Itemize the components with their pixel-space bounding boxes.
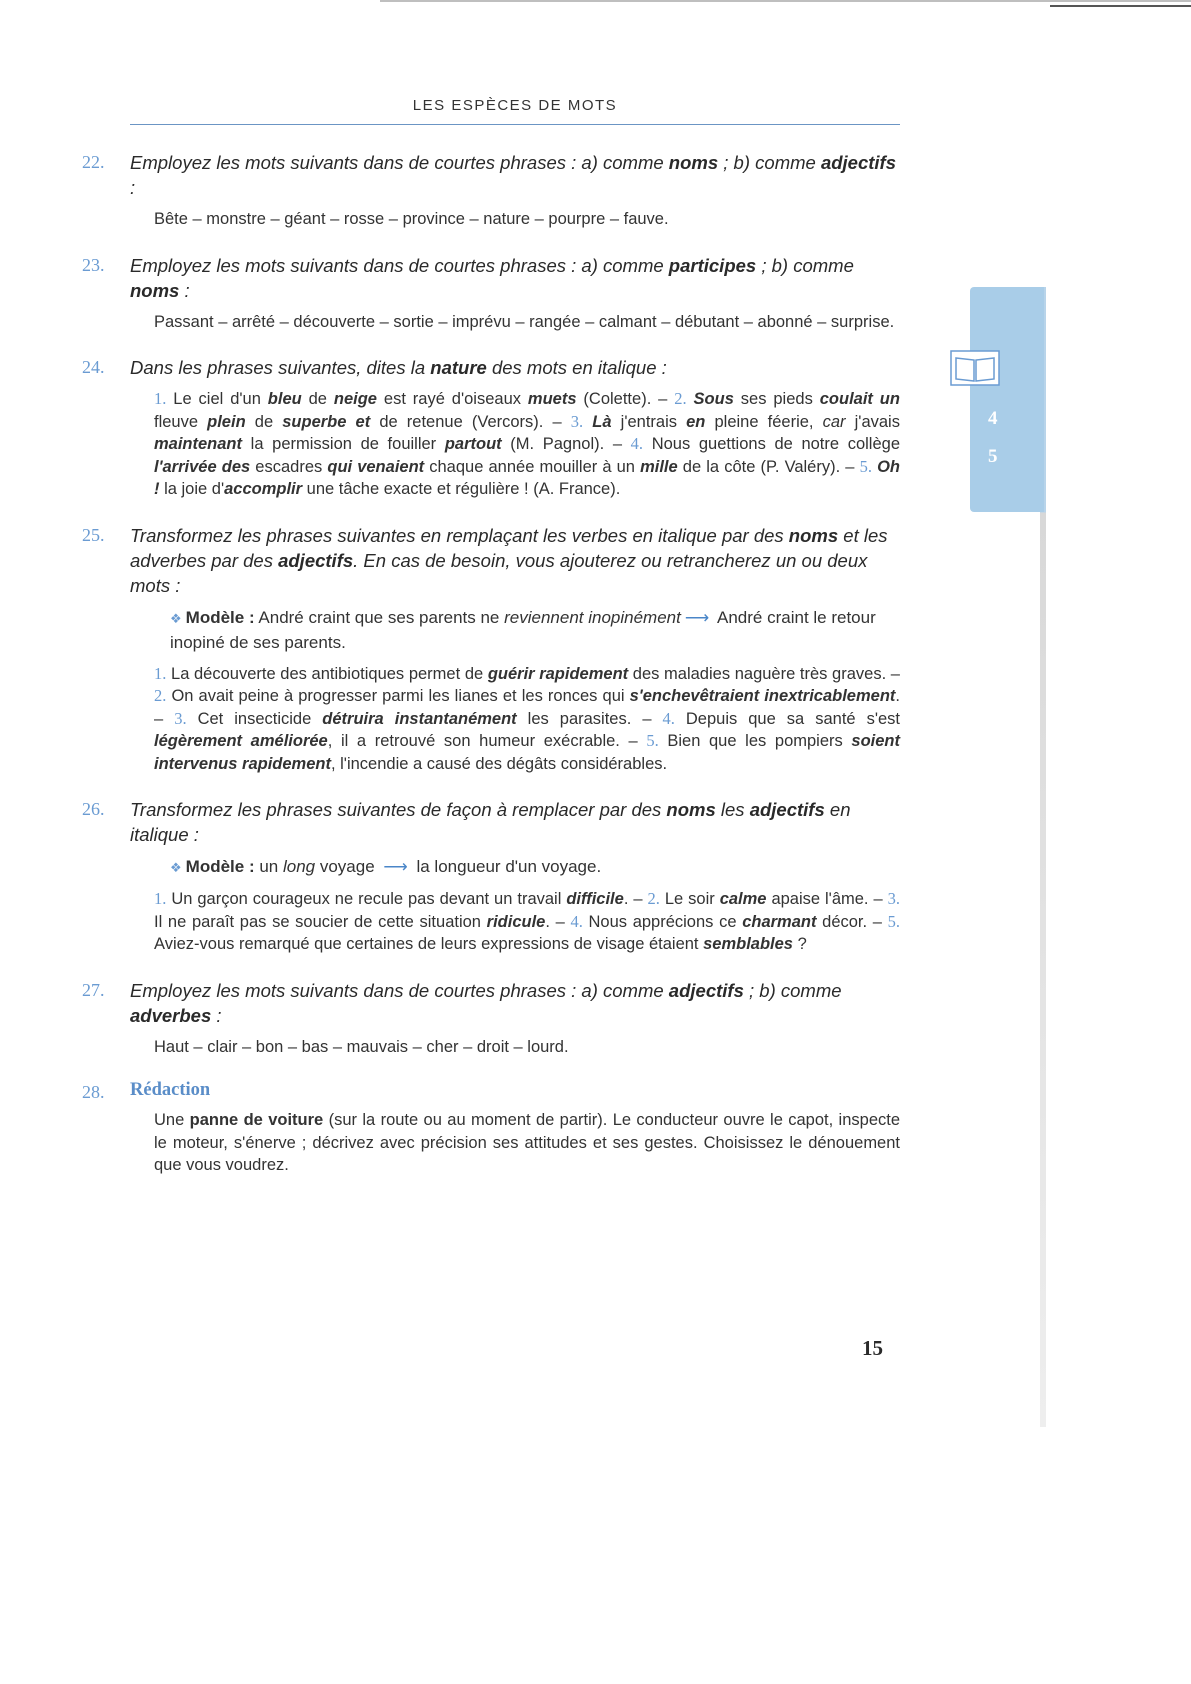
page-number: 15 [862,1336,883,1360]
exercise-instruction: Dans les phrases suivantes, dites la nature des mots en italique : [130,357,667,378]
exercise-body: 1. La découverte des antibiotiques permet de guérir rapidement des maladies naguère très graves. – 2. On avait peine à progresser parmi les lianes et les ronces qui s'enchevêtraient inextricablement. – 3. Cet insecticide détruira instantanément les parasites. – 4. Depuis que sa santé s'est légèrement améliorée, il a retrouvé son humeur exécrable. – 5. Bien que les pompiers soient intervenus rapidement, l'incendie a causé des dégâts considérables. [154,663,901,773]
exercise-instruction: Transformez les phrases suivantes en remplaçant les verbes en italique par des noms et les adverbes par des adjectifs. En cas de besoin, vous ajouterez ou retrancherez un ou deux mots : [130,524,888,596]
chapter-tab-numbers [988,400,998,476]
exercise-body: Une panne de voiture (sur la route ou au moment de partir). Le conducteur ouvre le capot, inspecte le moteur, s'énerve ; décrivez avec précision ses attitudes et ses gestes. Choisissez le dénouement que vous voudrez. [154,1111,901,1174]
exercise-instruction: Employez les mots suivants dans de courtes phrases : a) comme participes ; b) comme noms : [130,254,854,301]
exercise-body: 1. Le ciel d'un bleu de neige est rayé d'oiseaux muets (Colette). – 2. Sous ses pieds coulait un fleuve plein de superbe et de retenue (Vercors). – 3. Là j'entrais en pleine féerie, car j'avais maintenant la permission de fouiller partout (M. Pagnol). – 4. Nous guettions de notre collège l'arrivée des escadres qui venaient chaque année mouiller à un mille de la côte (P. Valéry). – 5. Oh ! la joie d'accomplir une tâche exacte et régulière ! (A. France). [154,389,900,498]
exercise-number: 28. [82,1082,105,1102]
exercise-list [82,150,900,1199]
exercise-number: 24. [82,357,105,377]
chapter-tab [970,287,1044,512]
exercise-22 [82,150,900,231]
exercise-28 [82,1080,900,1177]
exercise-body: Bête – monstre – géant – rosse – province – nature – pourpre – fauve. [154,210,669,228]
arrow-right-icon: ⟶ [684,607,710,627]
exercise-number: 25. [82,524,105,545]
model-example: ❖ Modèle : André craint que ses parents ne reviennent inopinément ⟶ André craint le retour inopiné de ses parents. [170,607,876,652]
exercise-27 [82,978,900,1059]
top-edge-line [380,0,1191,2]
exercise-25 [82,523,900,776]
open-book-icon [950,350,1000,386]
arrow-right-icon: ⟶ [383,857,408,876]
exercise-body: Haut – clair – bon – bas – mauvais – cher – droit – lourd. [154,1037,569,1056]
exercise-number: 22. [82,152,105,172]
diamond-bullet-icon: ❖ [170,610,182,626]
exercise-26 [82,797,900,956]
exercise-body: 1. Un garçon courageux ne recule pas devant un travail difficile. – 2. Le soir calme apaise l'âme. – 3. Il ne paraît pas se soucier de cette situation ridicule. – 4. Nous apprécions ce charmant décor. – 5. Aviez-vous remarqué que certaines de leurs expressions de visage étaient semblables ? [154,889,900,953]
model-example: ❖ Modèle : un long voyage ⟶ la longueur d'un voyage. [170,857,602,876]
header-rule [130,124,900,125]
exercise-instruction: Employez les mots suivants dans de courtes phrases : a) comme noms ; b) comme adjectifs : [130,152,897,198]
redaction-title: Rédaction [130,1080,211,1100]
exercise-24 [82,355,900,501]
running-head: LES ESPÈCES DE MOTS [412,97,618,114]
exercise-number: 23. [82,254,105,275]
exercise-number: 27. [82,979,105,1000]
chapter-number: 5 [988,446,998,467]
chapter-number: 4 [988,408,998,429]
exercise-23 [82,253,900,334]
exercise-instruction: Transformez les phrases suivantes de façon à remplacer par des noms les adjectifs en italique : [130,799,851,845]
exercise-body: Passant – arrêté – découverte – sortie – imprévu – rangée – calmant – débutant – abonné – surprise. [154,312,895,331]
diamond-bullet-icon: ❖ [170,860,182,875]
exercise-instruction: Employez les mots suivants dans de courtes phrases : a) comme adjectifs ; b) comme adverbes : [130,979,842,1026]
exercise-number: 26. [82,799,105,819]
top-edge-line-dark [1050,5,1191,7]
